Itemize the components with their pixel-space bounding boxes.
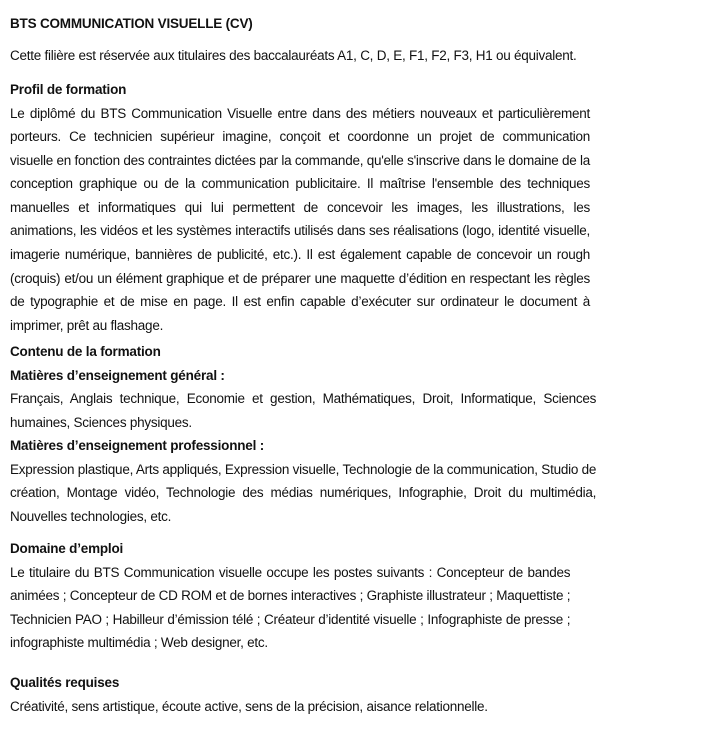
text-line: infographiste multimédia ; Web designer, etc. [10, 635, 268, 651]
text-line: humaines, Sciences physiques. [10, 414, 192, 430]
document-title: BTS COMMUNICATION VISUELLE (CV) [10, 16, 253, 31]
section-body-profil [10, 102, 590, 338]
general-subjects [10, 387, 596, 434]
text-line: de typographie et de mise en page. Il est enfin capable d’exécuter sur ordinateur le document à [10, 294, 590, 310]
section-contenu [10, 340, 596, 528]
text-line: Expression plastique, Arts appliqués, Expression visuelle, Technologie de la communication, Studio de [10, 461, 597, 477]
subheading-general: Matières d’enseignement général : [10, 367, 225, 383]
text-line: Français, Anglais technique, Economie et gestion, Mathématiques, Droit, Informatique, Sciences [10, 391, 597, 406]
text-line: animées ; Concepteur de CD ROM et de bornes interactives ; Graphiste illustrateur ; Maquettiste ; [10, 588, 571, 604]
section-profil [10, 78, 590, 337]
text-line: manuelles et informatiques qui lui permettent de concevoir les images, les illustrations, les [10, 199, 590, 215]
text-line: imagerie numérique, bannières de publicité, etc.). Il est également capable de concevoir un rough [10, 247, 590, 263]
text-line: Technicien PAO ; Habilleur d’émission télé ; Créateur d’identité visuelle ; Infographiste de presse ; [10, 611, 571, 627]
subheading-professionnel: Matières d’enseignement professionnel : [10, 438, 265, 454]
section-heading-contenu: Contenu de la formation [10, 344, 161, 359]
text-line: Le titulaire du BTS Communication visuelle occupe les postes suivants : Concepteur de bandes [10, 564, 571, 580]
text-line: (croquis) et/ou un élément graphique et de préparer une maquette d’édition en respectant les règles [10, 270, 590, 286]
section-heading-emploi: Domaine d’emploi [10, 541, 124, 556]
section-heading-profil: Profil de formation [10, 82, 127, 97]
professional-subjects [10, 458, 596, 529]
text-line: visuelle en fonction des contraintes dictées par la commande, qu'elle s'inscrive dans le domaine de la [10, 152, 590, 168]
text-line: Nouvelles technologies, etc. [10, 508, 172, 524]
text-line: porteurs. Ce technicien supérieur imagine, conçoit et coordonne un projet de communication [10, 129, 590, 145]
section-body-qualites [10, 695, 488, 719]
section-body-emploi [10, 561, 570, 655]
section-emploi [10, 537, 570, 655]
text-line: conception graphique ou de la communication publicitaire. Il maîtrise l'ensemble des techniques [10, 176, 590, 192]
intro-text: Cette filière est réservée aux titulaires des baccalauréats A1, C, D, E, F1, F2, F3, H1 ou équivalent. [10, 48, 577, 63]
text-line: création, Montage vidéo, Technologie des médias numériques, Infographie, Droit du multimédia, [10, 485, 597, 501]
text-line: Le diplômé du BTS Communication Visuelle entre dans des métiers nouveaux et particulièrement [10, 105, 590, 121]
section-heading-qualites: Qualités requises [10, 675, 120, 690]
section-qualites [10, 671, 488, 718]
text-line: animations, les vidéos et les systèmes interactifs utilisés dans ses réalisations (logo, identité visuelle, [10, 223, 590, 239]
text-line: imprimer, prêt au flashage. [10, 317, 164, 333]
text-line: Créativité, sens artistique, écoute active, sens de la précision, aisance relationnelle. [10, 698, 488, 714]
